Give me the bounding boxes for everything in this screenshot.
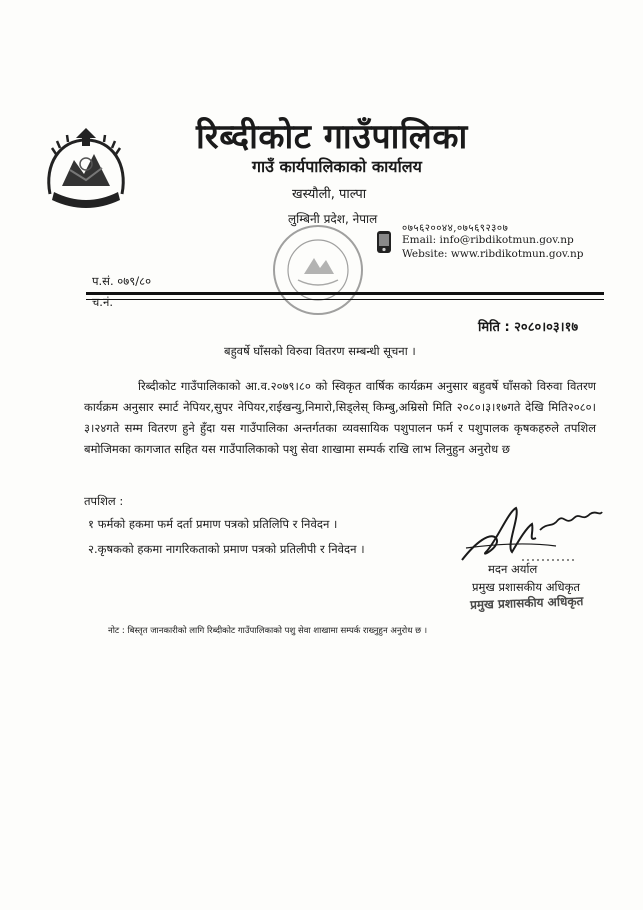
details-item-farmer: २.कृषकको हकमा नागरिकताको प्रमाण पत्रको प्रतिलीपी र निवेदन ।: [88, 542, 365, 556]
header-divider: [86, 292, 604, 295]
office-name: गाउँ कार्यपालिकाको कार्यालय: [252, 157, 422, 176]
letter-body: रिब्दीकोट गाउँपालिकाको आ.व.२०७९।८० को स्विकृत वार्षिक कार्यक्रम अनुसार बहुवर्षे घाँसको विरुवा वितरण कार्यक्रम अनुसार स्मार्ट नेपियर,सुपर नेपियर,राईखन्यु,निमारो,सिड्लेस् किम्बु,अम्रिसो मिति २०८०।३।१७गते देखि मिति२०८०।३।२४गते सम्म वितरण हुने हुँदा यस गाउँपालिका अन्तर्गतका व्यवसायिक पशुपालन फर्म र पशुपालक कृषकहरुले तपशिल बमोजिमका कागजात सहित यस गाउँपालिकाको पशु सेवा शाखामा सम्पर्क राखि लाभ लिनुहुन अनुरोध छ: [84, 379, 596, 456]
designation-stamp: प्रमुख प्रशासकीय अधिकृत: [469, 594, 584, 612]
office-seal-stamp-icon: [270, 222, 366, 318]
website-text[interactable]: Website: www.ribdikotmun.gov.np: [402, 248, 584, 260]
letter-subject: बहुवर्षे घाँसको विरुवा वितरण सम्बन्धी सूचना ।: [224, 344, 416, 358]
email-text[interactable]: Email: info@ribdikotmun.gov.np: [402, 234, 574, 246]
letter-date: मिति : २०८०।०३।१७: [478, 320, 579, 335]
handwritten-signature-icon: [456, 502, 606, 568]
details-label: तपशिल :: [84, 494, 124, 508]
phone-numbers: ०७५६२००४४,०७५६९२३०७: [402, 223, 509, 234]
details-item-firm: १ फर्मको हकमा फर्म दर्ता प्रमाण पत्रको प्रतिलिपि र निवेदन ।: [88, 517, 338, 531]
nepal-emblem-icon: [40, 124, 132, 212]
signatory-title: प्रमुख प्रशासकीय अधिकृत: [472, 580, 580, 594]
phone-icon: [375, 230, 393, 254]
province-text: लुम्बिनी प्रदेश, नेपाल: [288, 212, 378, 226]
office-location: खस्यौली, पाल्पा: [292, 187, 367, 202]
header-divider-thin: [86, 299, 604, 300]
dispatch-number: च.नं.: [92, 295, 113, 309]
letter-number: प.सं. ०७९/८०: [92, 274, 152, 288]
organization-name: रिब्दीकोट गाउँपालिका: [196, 117, 468, 157]
footer-note: नोट : बिस्तृत जानकारीको लागि रिब्दीकोट गाउँपालिकाको पशु सेवा शाखामा सम्पर्क राख्नुहुन अनुरोध छ ।: [108, 626, 428, 636]
signatory-name: मदन अर्याल: [488, 562, 538, 576]
